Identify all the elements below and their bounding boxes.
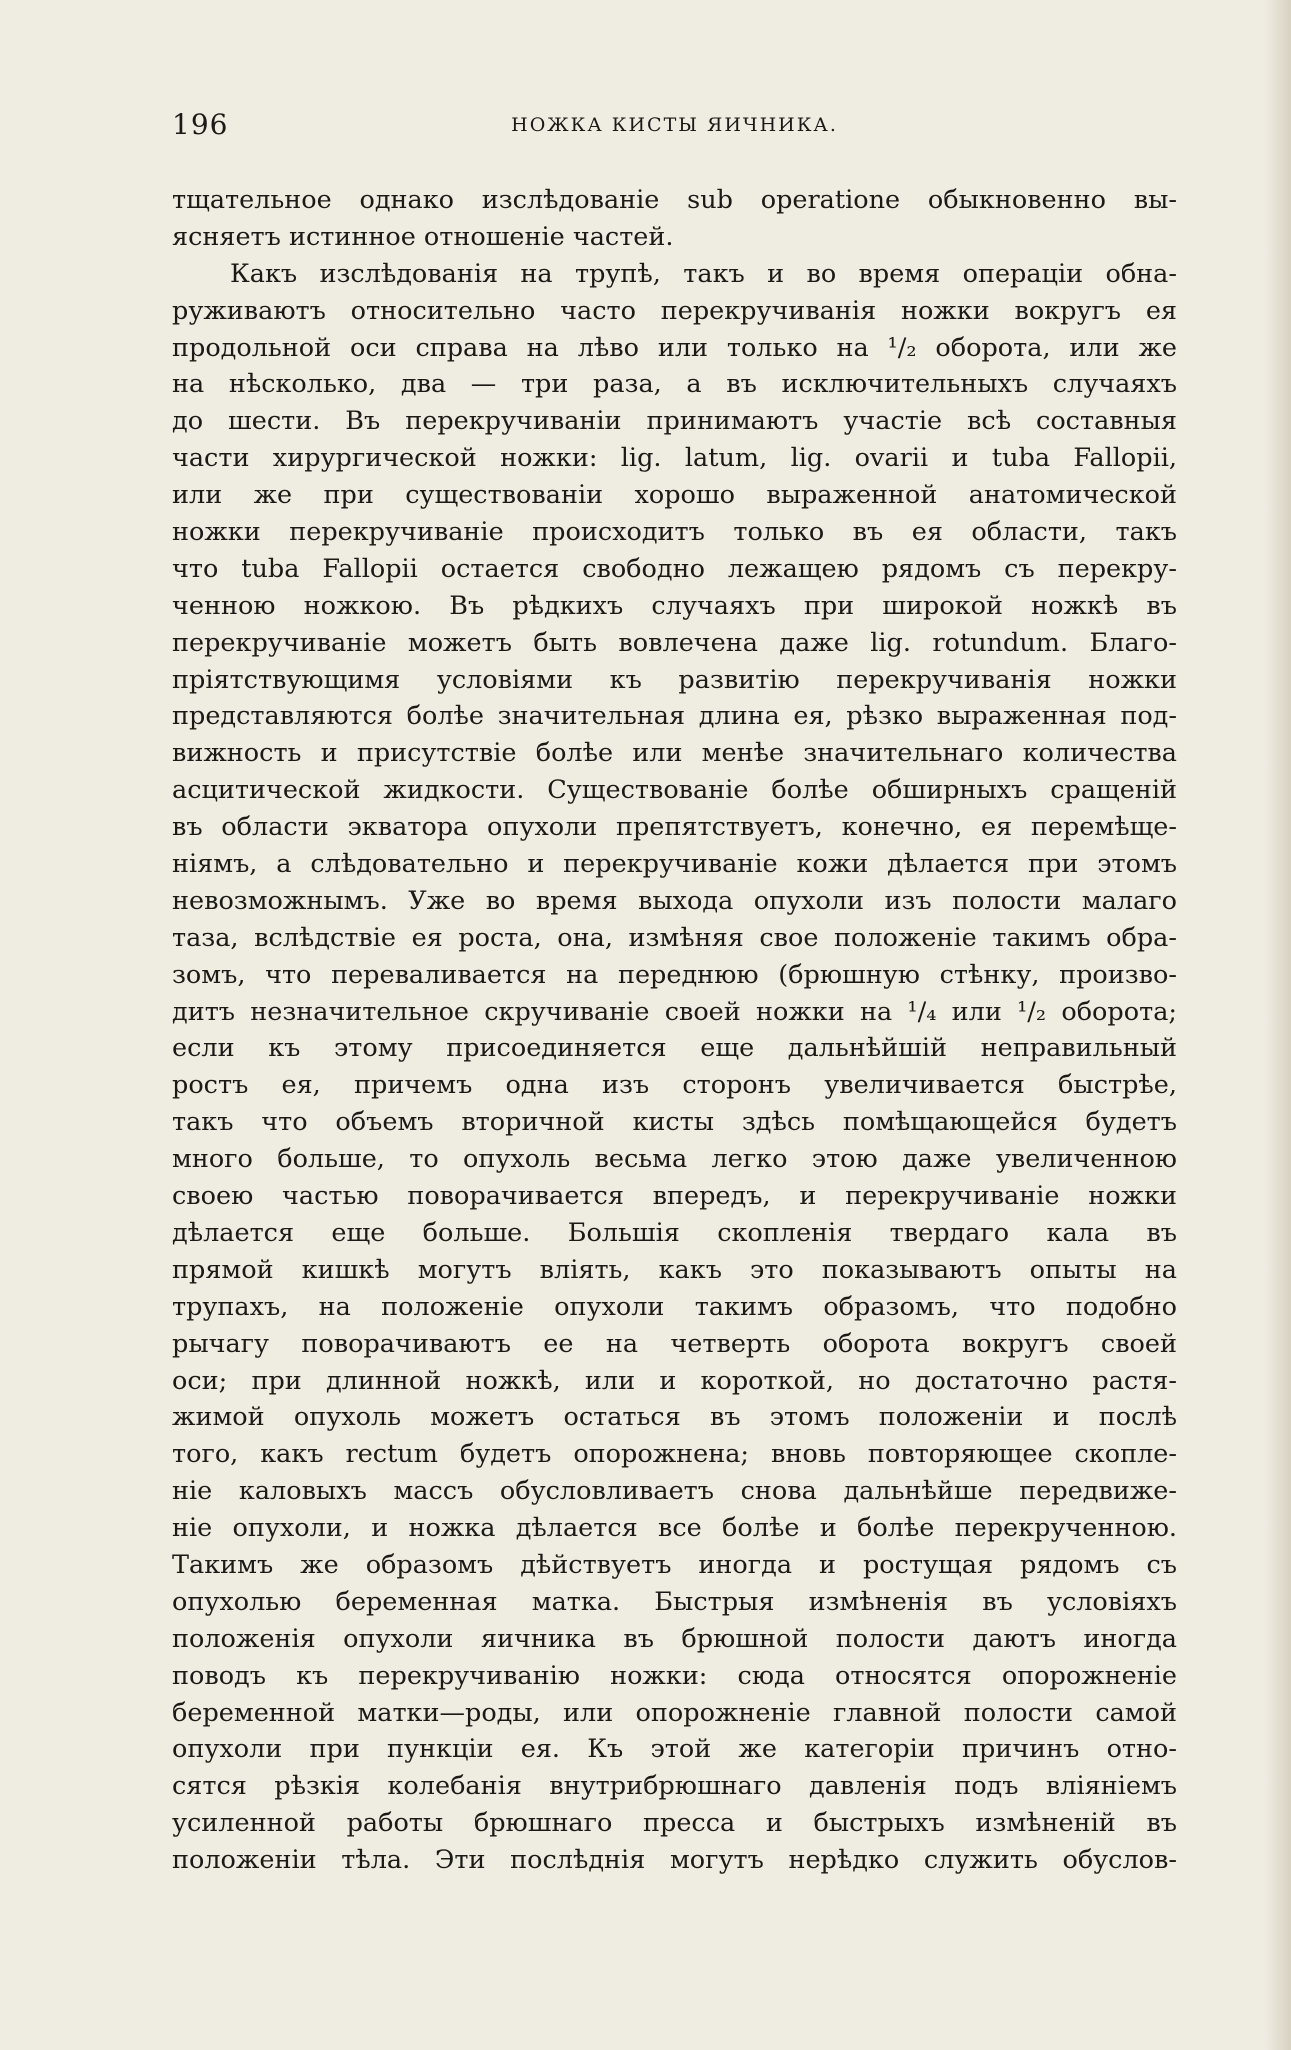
text-line: нiе каловыхъ массъ обусловливаетъ снова дальнѣйше передвиже- bbox=[172, 1476, 1177, 1507]
text-line: зомъ, что переваливается на переднюю (брюшную стѣнку, произво- bbox=[172, 959, 1177, 990]
text-line: сятся рѣзкiя колебанiя внутрибрюшнаго давленiя подъ влiянiемъ bbox=[172, 1771, 1177, 1802]
text-line: что tuba Fallopii остается свободно лежащею рядомъ съ перекру- bbox=[172, 553, 1177, 584]
text-line: или же при существованiи хорошо выраженной анатомической bbox=[172, 480, 1177, 511]
text-line: прямой кишкѣ могутъ влiять, какъ это показываютъ опыты на bbox=[172, 1254, 1177, 1285]
text-line: продольной оси справа на лѣво или только на ¹/₂ оборота, или же bbox=[172, 332, 1177, 363]
text-line: части хирургической ножки: lig. latum, lig. ovarii и tuba Fallopii, bbox=[172, 443, 1177, 474]
text-line: дѣлается еще больше. Большiя скопленiя твердаго кала въ bbox=[172, 1217, 1177, 1248]
text-line: трупахъ, на положенiе опухоли такимъ образомъ, что подобно bbox=[172, 1291, 1177, 1322]
text-line: если къ этому присоединяется еще дальнѣйшiй неправильный bbox=[172, 1033, 1177, 1064]
text-line: Такимъ же образомъ дѣйствуетъ иногда и ростущая рядомъ съ bbox=[172, 1549, 1177, 1580]
text-line: вижность и присутствiе болѣе или менѣе значительнаго количества bbox=[172, 738, 1177, 769]
text-line: такъ что объемъ вторичной кисты здѣсь помѣщающейся будетъ bbox=[172, 1107, 1177, 1138]
text-line: перекручиванiе можетъ быть вовлечена даже lig. rotundum. Благо- bbox=[172, 627, 1177, 658]
text-line: прiятствующимя условiями къ развитiю перекручиванiя ножки bbox=[172, 664, 1177, 695]
text-line: опухолью беременная матка. Быстрыя измѣненiя въ условiяхъ bbox=[172, 1586, 1177, 1617]
running-title: НОЖКА КИСТЫ ЯИЧНИКА. bbox=[511, 114, 838, 136]
page-number: 196 bbox=[172, 108, 229, 141]
text-line: положенiи тѣла. Эти послѣднiя могутъ нерѣдко служить обуслов- bbox=[172, 1845, 1177, 1876]
text-line: дитъ незначительное скручиванiе своей ножки на ¹/₄ или ¹/₂ оборота; bbox=[172, 996, 1177, 1027]
text-line: беременной матки—роды, или опорожненiе главной полости самой bbox=[172, 1697, 1177, 1728]
text-line: представляются болѣе значительная длина ея, рѣзко выраженная под- bbox=[172, 701, 1177, 732]
text-line: нiямъ, а слѣдовательно и перекручиванiе кожи дѣлается при этомъ bbox=[172, 849, 1177, 880]
running-head bbox=[172, 108, 1177, 148]
text-line: ченною ножкою. Въ рѣдкихъ случаяхъ при широкой ножкѣ въ bbox=[172, 590, 1177, 621]
text-line: ростъ ея, причемъ одна изъ сторонъ увеличивается быстрѣе, bbox=[172, 1070, 1177, 1101]
text-line: рычагу поворачиваютъ ее на четверть оборота вокругъ своей bbox=[172, 1328, 1177, 1359]
text-line: ясняетъ истинное отношенiе частей. bbox=[172, 221, 674, 252]
body-text bbox=[172, 182, 1177, 1879]
text-line: до шести. Въ перекручиванiи принимаютъ участiе всѣ составныя bbox=[172, 406, 1178, 437]
text-line: много больше, то опухоль весьма легко этою даже увеличенною bbox=[172, 1144, 1177, 1175]
text-line: невозможнымъ. Уже во время выхода опухоли изъ полости малаго bbox=[172, 885, 1177, 916]
text-line: таза, вслѣдствiе ея роста, она, измѣняя свое положенiе такимъ обра- bbox=[172, 922, 1177, 953]
text-line: оси; при длинной ножкѣ, или и короткой, но достаточно растя- bbox=[172, 1365, 1177, 1396]
text-line: поводъ къ перекручиванiю ножки: сюда относятся опорожненiе bbox=[172, 1660, 1177, 1691]
text-line: того, какъ rectum будетъ опорожнена; вновь повторяющее скопле- bbox=[172, 1439, 1177, 1470]
text-line: нiе опухоли, и ножка дѣлается все болѣе и болѣе перекрученною. bbox=[172, 1513, 1177, 1544]
text-line: усиленной работы брюшнаго пресса и быстрыхъ измѣненiй въ bbox=[172, 1808, 1177, 1839]
text-line: тщательное однако изслѣдованiе sub operatione обыкновенно вы- bbox=[172, 185, 1177, 215]
text-line: руживаютъ относительно часто перекручиванiя ножки вокругъ ея bbox=[172, 295, 1177, 326]
text-line: жимой опухоль можетъ остаться въ этомъ положенiи и послѣ bbox=[172, 1402, 1177, 1433]
text-line: ножки перекручиванiе происходитъ только въ ея области, такъ bbox=[172, 517, 1177, 548]
text-line: асцитической жидкости. Существованiе болѣе обширныхъ сращенiй bbox=[172, 775, 1177, 806]
text-line: въ области экватора опухоли препятствуетъ, конечно, ея перемѣще- bbox=[172, 812, 1177, 843]
text-line: положенiя опухоли яичника въ брюшной полости даютъ иногда bbox=[172, 1623, 1177, 1654]
text-line: Какъ изслѣдованiя на трупѣ, такъ и во время операцiи обна- bbox=[230, 258, 1177, 289]
text-line: опухоли при пункцiи ея. Къ этой же категорiи причинъ отно- bbox=[172, 1734, 1177, 1765]
text-line: на нѣсколько, два — три раза, а въ исключительныхъ случаяхъ bbox=[172, 369, 1177, 400]
text-line: своею частью поворачивается впередъ, и перекручиванiе ножки bbox=[172, 1181, 1177, 1212]
